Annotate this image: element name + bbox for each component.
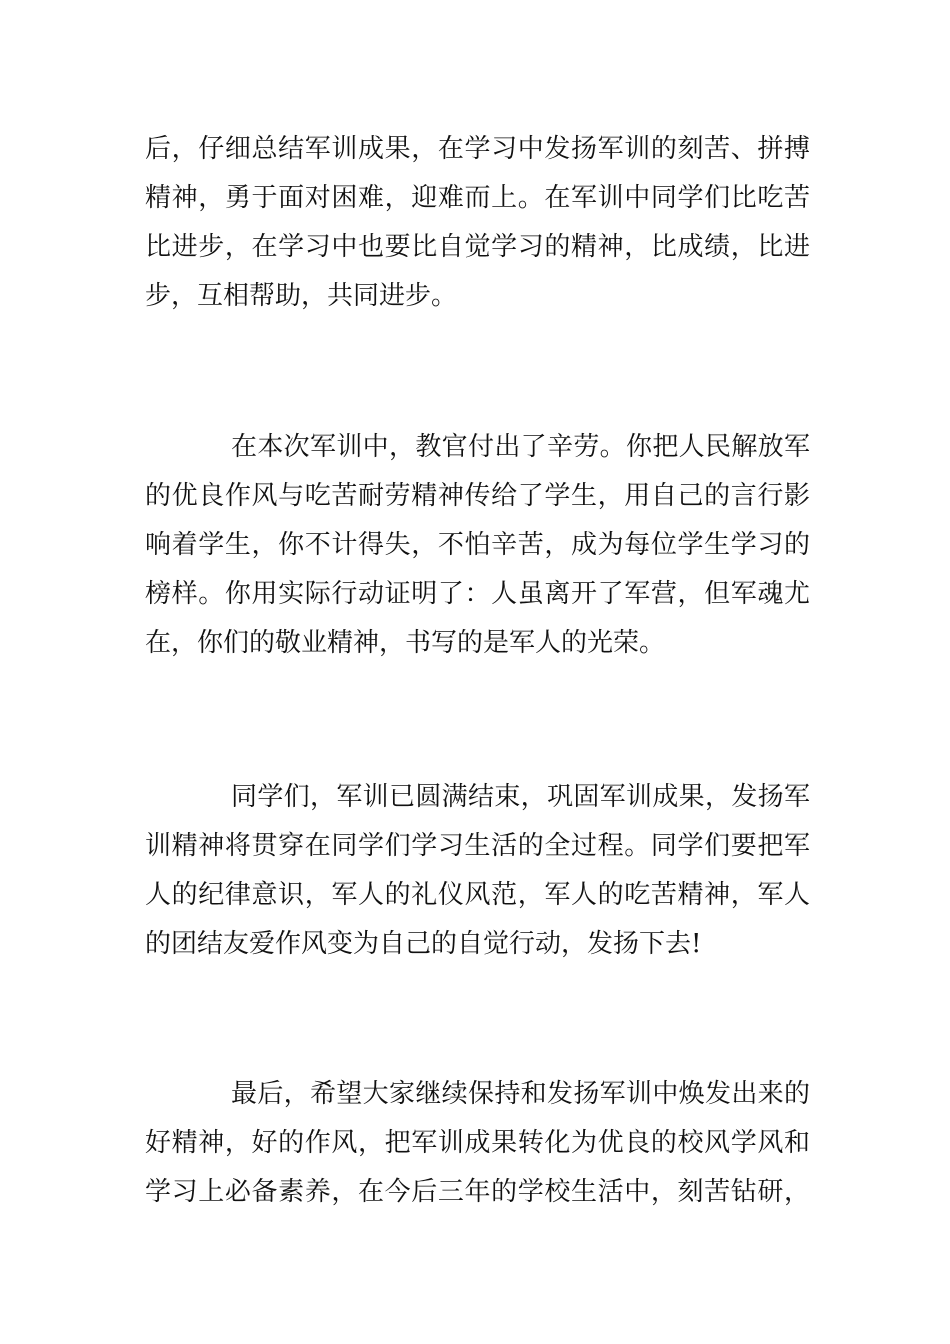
text-line: 精神，勇于面对困难，迎难而上。在军训中同学们比吃苦 — [145, 183, 810, 213]
text-line: 的团结友爱作风变为自己的自觉行动，发扬下去! — [145, 929, 702, 959]
text-line: 在本次军训中，教官付出了辛劳。你把人民解放军 — [231, 432, 810, 462]
text-line: 最后，希望大家继续保持和发扬军训中焕发出来的 — [231, 1079, 810, 1109]
text-line: 人的纪律意识，军人的礼仪风范，军人的吃苦精神，军人 — [145, 880, 810, 910]
text-line: 步，互相帮助，共同进步。 — [145, 281, 458, 311]
text-line: 学习上必备素养，在今后三年的学校生活中，刻苦钻研， — [145, 1177, 810, 1207]
text-line: 同学们，军训已圆满结束，巩固军训成果，发扬军 — [231, 782, 810, 812]
text-line: 响着学生，你不计得失，不怕辛苦，成为每位学生学习的 — [145, 530, 810, 560]
paragraph-students — [145, 773, 810, 969]
text-line: 榜样。你用实际行动证明了：人虽离开了军营，但军魂尤 — [145, 579, 810, 609]
text-line: 好精神，好的作风，把军训成果转化为优良的校风学风和 — [145, 1128, 810, 1158]
text-line: 比进步，在学习中也要比自觉学习的精神，比成绩，比进 — [145, 232, 810, 262]
text-line: 后，仔细总结军训成果，在学习中发扬军训的刻苦、拼搏 — [145, 134, 810, 164]
paragraph-continuation — [145, 125, 810, 321]
text-line: 训精神将贯穿在同学们学习生活的全过程。同学们要把军 — [145, 831, 810, 861]
text-line: 的优良作风与吃苦耐劳精神传给了学生，用自己的言行影 — [145, 481, 810, 511]
paragraph-instructors — [145, 423, 810, 668]
text-line: 在，你们的敬业精神，书写的是军人的光荣。 — [145, 628, 666, 658]
paragraph-closing — [145, 1070, 810, 1217]
